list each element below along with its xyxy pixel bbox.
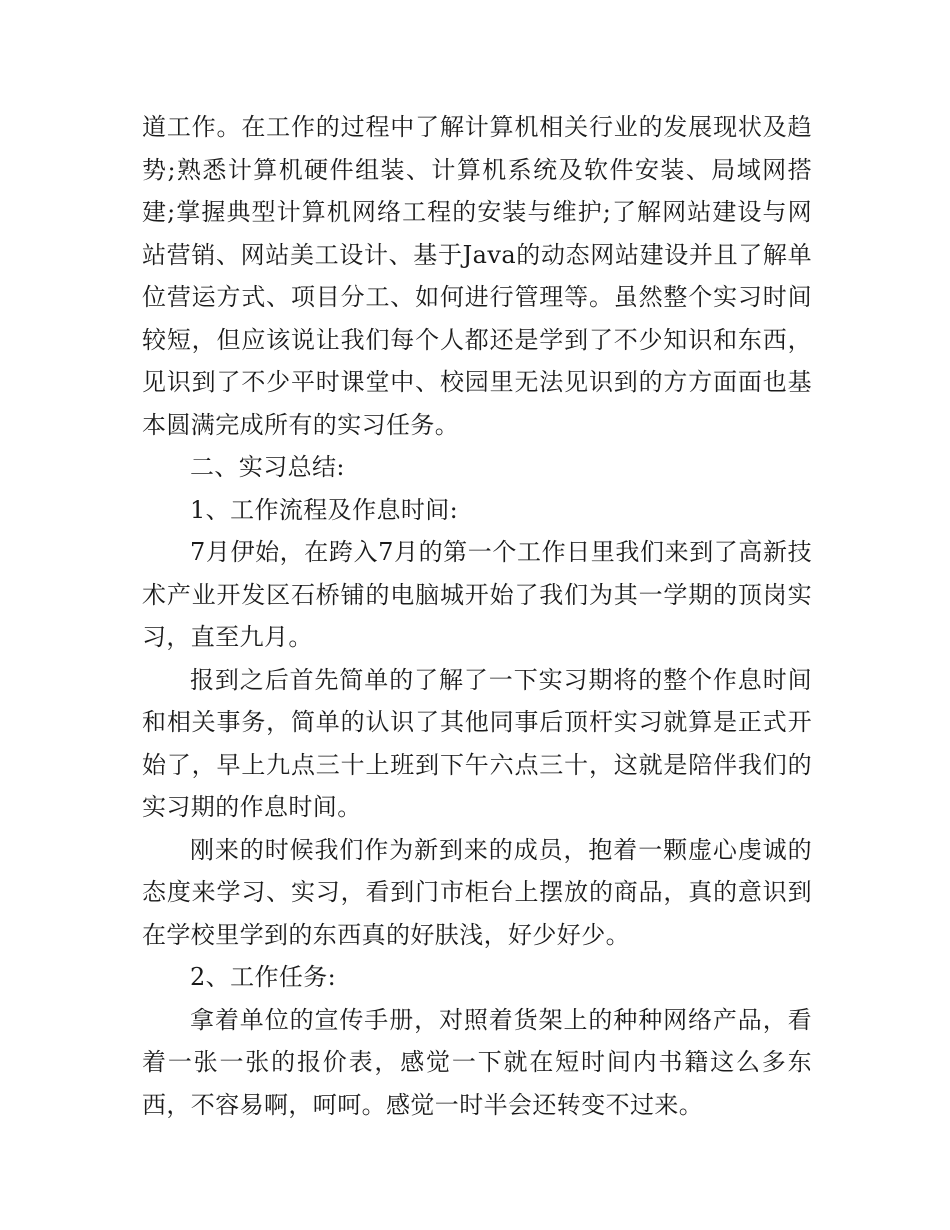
document-body	[142, 106, 812, 1126]
subheading-work-tasks: 2、工作任务:	[190, 963, 337, 991]
paragraph-reporting-schedule: 报到之后首先简单的了解了一下实习期将的整个作息时间和相关事务，简单的认识了其他同事后顶杆实习就算是正式开始了，早上九点三十上班到下午六点三十，这就是陪伴我们的实习期的作息时间。	[142, 665, 812, 821]
subheading-workflow-schedule: 1、工作流程及作息时间:	[190, 495, 459, 524]
paragraph-first-impressions: 刚来的时候我们作为新到来的成员，抱着一颗虚心虔诚的态度来学习、实习，看到门市柜台上摆放的商品，真的意识到在学校里学到的东西真的好肤浅，好少好少。	[142, 835, 812, 949]
paragraph-product-learning: 拿着单位的宣传手册，对照着货架上的种种网络产品，看着一张一张的报价表，感觉一下就在短时间内书籍这么多东西，不容易啊，呵呵。感觉一时半会还转变不过来。	[142, 1005, 812, 1119]
paragraph-intro-continuation: 道工作。在工作的过程中了解计算机相关行业的发展现状及趋势;熟悉计算机硬件组装、计算机系统及软件安装、局域网搭建;掌握典型计算机网络工程的安装与维护;了解网站建设与网站营销、网站美工设计、基于Java的动态网站建设并且了解单位营运方式、项目分工、如何进行管理等。虽然整个实习时间较短，但应该说让我们每个人都还是学到了不少知识和东西，见识到了不少平时课堂中、校园里无法见识到的方方面面也基本圆满完成所有的实习任务。	[142, 113, 812, 439]
paragraph-july-start: 7月伊始，在跨入7月的第一个工作日里我们来到了高新技术产业开发区石桥铺的电脑城开始了我们为其一学期的顶岗实习，直至九月。	[142, 538, 812, 651]
section-heading-internship-summary: 二、实习总结:	[190, 453, 345, 481]
